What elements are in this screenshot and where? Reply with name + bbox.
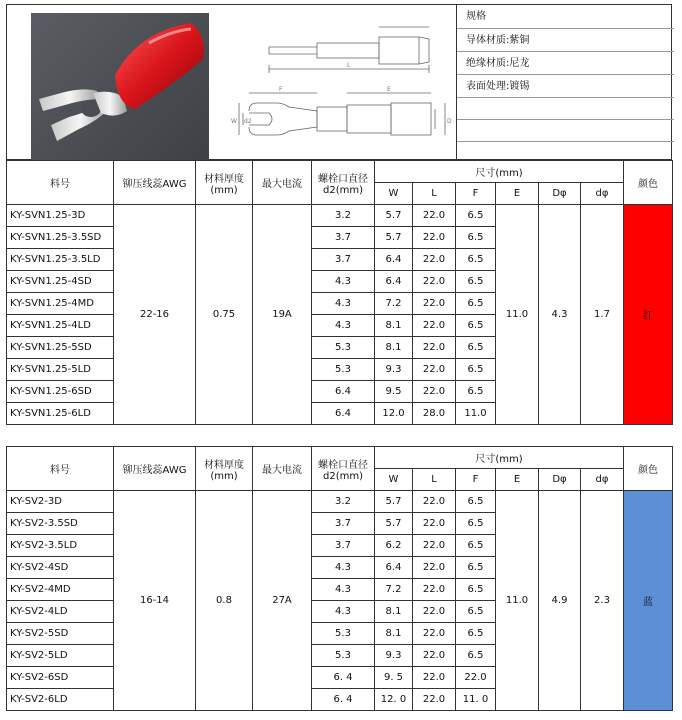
- dim-L-cell: 22.0: [413, 293, 456, 315]
- header-part-no: 料号: [7, 161, 114, 205]
- part-number-cell: KY-SVN1.25-5SD: [7, 337, 114, 359]
- dim-W-cell: 9.3: [375, 359, 413, 381]
- dim-L-cell: 22.0: [413, 689, 456, 711]
- bolt-d2-cell: 6. 4: [312, 689, 375, 711]
- header-bolt: 螺栓口直径 d2(mm): [312, 161, 375, 205]
- header-color: 颜色: [624, 161, 673, 205]
- dim-W-cell: 8.1: [375, 337, 413, 359]
- bolt-d2-cell: 5.3: [312, 645, 375, 667]
- header-thickness: 材料厚度 (mm): [196, 447, 253, 491]
- part-number-cell: KY-SVN1.25-3D: [7, 205, 114, 227]
- dim-W-cell: 7.2: [375, 579, 413, 601]
- header-awg: 铆压线蕊AWG: [114, 161, 196, 205]
- spec-surface: 表面处理:镀锡: [457, 75, 674, 98]
- part-number-cell: KY-SV2-5LD: [7, 645, 114, 667]
- header-D: Dφ: [539, 469, 581, 491]
- current-cell: 19A: [253, 205, 312, 425]
- part-number-cell: KY-SV2-6LD: [7, 689, 114, 711]
- dim-F-cell: 6.5: [456, 645, 496, 667]
- part-number-cell: KY-SV2-4SD: [7, 557, 114, 579]
- dim-F-cell: 6.5: [456, 535, 496, 557]
- bolt-d2-cell: 4.3: [312, 293, 375, 315]
- dim-F-cell: 6.5: [456, 227, 496, 249]
- dim-L-cell: 22.0: [413, 205, 456, 227]
- dim-W-cell: 7.2: [375, 293, 413, 315]
- header-L: L: [413, 469, 456, 491]
- table-row: [7, 205, 673, 227]
- dim-F-cell: 22.0: [456, 667, 496, 689]
- dim-D-cell: 4.9: [539, 491, 581, 711]
- dim-F-cell: 6.5: [456, 271, 496, 293]
- dim-F-cell: 6.5: [456, 315, 496, 337]
- header-current: 最大电流: [253, 161, 312, 205]
- header-color: 颜色: [624, 447, 673, 491]
- color-swatch-cell: 红: [624, 205, 673, 425]
- dim-D-cell: 4.3: [539, 205, 581, 425]
- part-number-cell: KY-SVN1.25-4MD: [7, 293, 114, 315]
- header-D: Dφ: [539, 183, 581, 205]
- bolt-d2-cell: 3.2: [312, 491, 375, 513]
- bolt-d2-cell: 6. 4: [312, 667, 375, 689]
- product-photo: [31, 13, 209, 161]
- part-number-cell: KY-SVN1.25-4LD: [7, 315, 114, 337]
- dim-W-cell: 6.4: [375, 271, 413, 293]
- part-number-cell: KY-SV2-5SD: [7, 623, 114, 645]
- header-L: L: [413, 183, 456, 205]
- header-current: 最大电流: [253, 447, 312, 491]
- spec-title: 规格: [457, 5, 674, 29]
- header-F: F: [456, 183, 496, 205]
- dim-F-cell: 6.5: [456, 513, 496, 535]
- dim-F-cell: 6.5: [456, 491, 496, 513]
- part-number-cell: KY-SVN1.25-3.5LD: [7, 249, 114, 271]
- dim-W-cell: 5.7: [375, 227, 413, 249]
- dim-L-cell: 22.0: [413, 337, 456, 359]
- bolt-d2-cell: 4.3: [312, 601, 375, 623]
- spec-table-sv2: [6, 446, 673, 711]
- dim-F-cell: 6.5: [456, 293, 496, 315]
- dim-E-cell: 11.0: [496, 205, 539, 425]
- dim-W-label: W: [231, 118, 237, 125]
- part-number-cell: KY-SVN1.25-6SD: [7, 381, 114, 403]
- spec-empty-1: [457, 98, 674, 120]
- dim-W-cell: 8.1: [375, 601, 413, 623]
- header-F: F: [456, 469, 496, 491]
- bolt-d2-cell: 5.3: [312, 337, 375, 359]
- dim-W-cell: 12.0: [375, 403, 413, 425]
- dim-W-cell: 9.5: [375, 381, 413, 403]
- dim-W-cell: 8.1: [375, 315, 413, 337]
- spec-insulation: 绝缘材质:尼龙: [457, 52, 674, 75]
- dim-F-cell: 6.5: [456, 205, 496, 227]
- dim-L-cell: 22.0: [413, 227, 456, 249]
- dim-L-cell: 22.0: [413, 513, 456, 535]
- dim-L-cell: 22.0: [413, 381, 456, 403]
- dim-L-cell: 22.0: [413, 645, 456, 667]
- dim-W-cell: 8.1: [375, 623, 413, 645]
- dim-F-cell: 11.0: [456, 403, 496, 425]
- bolt-d2-cell: 5.3: [312, 623, 375, 645]
- spade-terminal-image: [31, 13, 209, 161]
- dim-L-cell: 22.0: [413, 359, 456, 381]
- part-number-cell: KY-SV2-6SD: [7, 667, 114, 689]
- dim-W-cell: 12. 0: [375, 689, 413, 711]
- technical-drawing: [217, 7, 457, 157]
- spec-list: [456, 5, 674, 159]
- bolt-d2-cell: 3.7: [312, 249, 375, 271]
- current-cell: 27A: [253, 491, 312, 711]
- dim-F-label: F: [279, 86, 283, 93]
- dim-D-label: D: [447, 118, 452, 125]
- header-d: dφ: [581, 469, 624, 491]
- bolt-d2-cell: 3.7: [312, 227, 375, 249]
- dim-d-cell: 2.3: [581, 491, 624, 711]
- bolt-d2-cell: 3.7: [312, 513, 375, 535]
- spec-conductor: 导体材质:紫铜: [457, 29, 674, 52]
- header-thickness: 材料厚度 (mm): [196, 161, 253, 205]
- dim-F-cell: 6.5: [456, 579, 496, 601]
- dim-W-cell: 9. 5: [375, 667, 413, 689]
- dim-F-cell: 11. 0: [456, 689, 496, 711]
- product-header: [6, 4, 672, 160]
- dim-L-cell: 22.0: [413, 601, 456, 623]
- dim-W-cell: 6.2: [375, 535, 413, 557]
- dim-F-cell: 6.5: [456, 359, 496, 381]
- header-part-no: 料号: [7, 447, 114, 491]
- dim-L-cell: 22.0: [413, 491, 456, 513]
- awg-cell: 22-16: [114, 205, 196, 425]
- part-number-cell: KY-SVN1.25-3.5SD: [7, 227, 114, 249]
- table-row: [7, 491, 673, 513]
- header-E: E: [496, 469, 539, 491]
- dim-d-cell: 1.7: [581, 205, 624, 425]
- bolt-d2-cell: 6.4: [312, 403, 375, 425]
- dim-W-cell: 6.4: [375, 557, 413, 579]
- dim-F-cell: 6.5: [456, 337, 496, 359]
- part-number-cell: KY-SVN1.25-4SD: [7, 271, 114, 293]
- bolt-d2-cell: 5.3: [312, 359, 375, 381]
- bolt-d2-cell: 4.3: [312, 579, 375, 601]
- header-E: E: [496, 183, 539, 205]
- dim-F-cell: 6.5: [456, 381, 496, 403]
- dim-L-cell: 22.0: [413, 557, 456, 579]
- header-d: dφ: [581, 183, 624, 205]
- dim-L-cell: 22.0: [413, 667, 456, 689]
- header-dims: 尺寸(mm): [375, 161, 624, 183]
- header-awg: 铆压线蕊AWG: [114, 447, 196, 491]
- dim-L-cell: 22.0: [413, 535, 456, 557]
- dim-L-cell: 22.0: [413, 271, 456, 293]
- part-number-cell: KY-SV2-3.5SD: [7, 513, 114, 535]
- dim-d2-label: d2: [244, 118, 252, 125]
- spec-table-svn125: [6, 160, 673, 425]
- dim-F-cell: 6.5: [456, 623, 496, 645]
- dim-F-cell: 6.5: [456, 557, 496, 579]
- part-number-cell: KY-SVN1.25-6LD: [7, 403, 114, 425]
- part-number-cell: KY-SV2-3D: [7, 491, 114, 513]
- header-dims: 尺寸(mm): [375, 447, 624, 469]
- dim-W-cell: 9.3: [375, 645, 413, 667]
- header-W: W: [375, 469, 413, 491]
- bolt-d2-cell: 3.2: [312, 205, 375, 227]
- dim-E-label: E: [387, 86, 391, 93]
- dim-L-cell: 28.0: [413, 403, 456, 425]
- awg-cell: 16-14: [114, 491, 196, 711]
- bolt-d2-cell: 3.7: [312, 535, 375, 557]
- bolt-d2-cell: 6.4: [312, 381, 375, 403]
- thickness-cell: 0.75: [196, 205, 253, 425]
- dim-L-label: L: [347, 62, 351, 69]
- dim-W-cell: 5.7: [375, 513, 413, 535]
- bolt-d2-cell: 4.3: [312, 315, 375, 337]
- dim-F-cell: 6.5: [456, 601, 496, 623]
- color-swatch-cell: 蓝: [624, 491, 673, 711]
- part-number-cell: KY-SVN1.25-5LD: [7, 359, 114, 381]
- dim-L-cell: 22.0: [413, 579, 456, 601]
- dim-E-cell: 11.0: [496, 491, 539, 711]
- part-number-cell: KY-SV2-3.5LD: [7, 535, 114, 557]
- dim-L-cell: 22.0: [413, 623, 456, 645]
- dim-W-cell: 5.7: [375, 491, 413, 513]
- bolt-d2-cell: 4.3: [312, 557, 375, 579]
- dim-L-cell: 22.0: [413, 315, 456, 337]
- part-number-cell: KY-SV2-4MD: [7, 579, 114, 601]
- spec-empty-2: [457, 120, 674, 142]
- bolt-d2-cell: 4.3: [312, 271, 375, 293]
- header-bolt: 螺栓口直径 d2(mm): [312, 447, 375, 491]
- dim-F-cell: 6.5: [456, 249, 496, 271]
- dim-W-cell: 5.7: [375, 205, 413, 227]
- dim-W-cell: 6.4: [375, 249, 413, 271]
- header-W: W: [375, 183, 413, 205]
- dim-L-cell: 22.0: [413, 249, 456, 271]
- thickness-cell: 0.8: [196, 491, 253, 711]
- part-number-cell: KY-SV2-4LD: [7, 601, 114, 623]
